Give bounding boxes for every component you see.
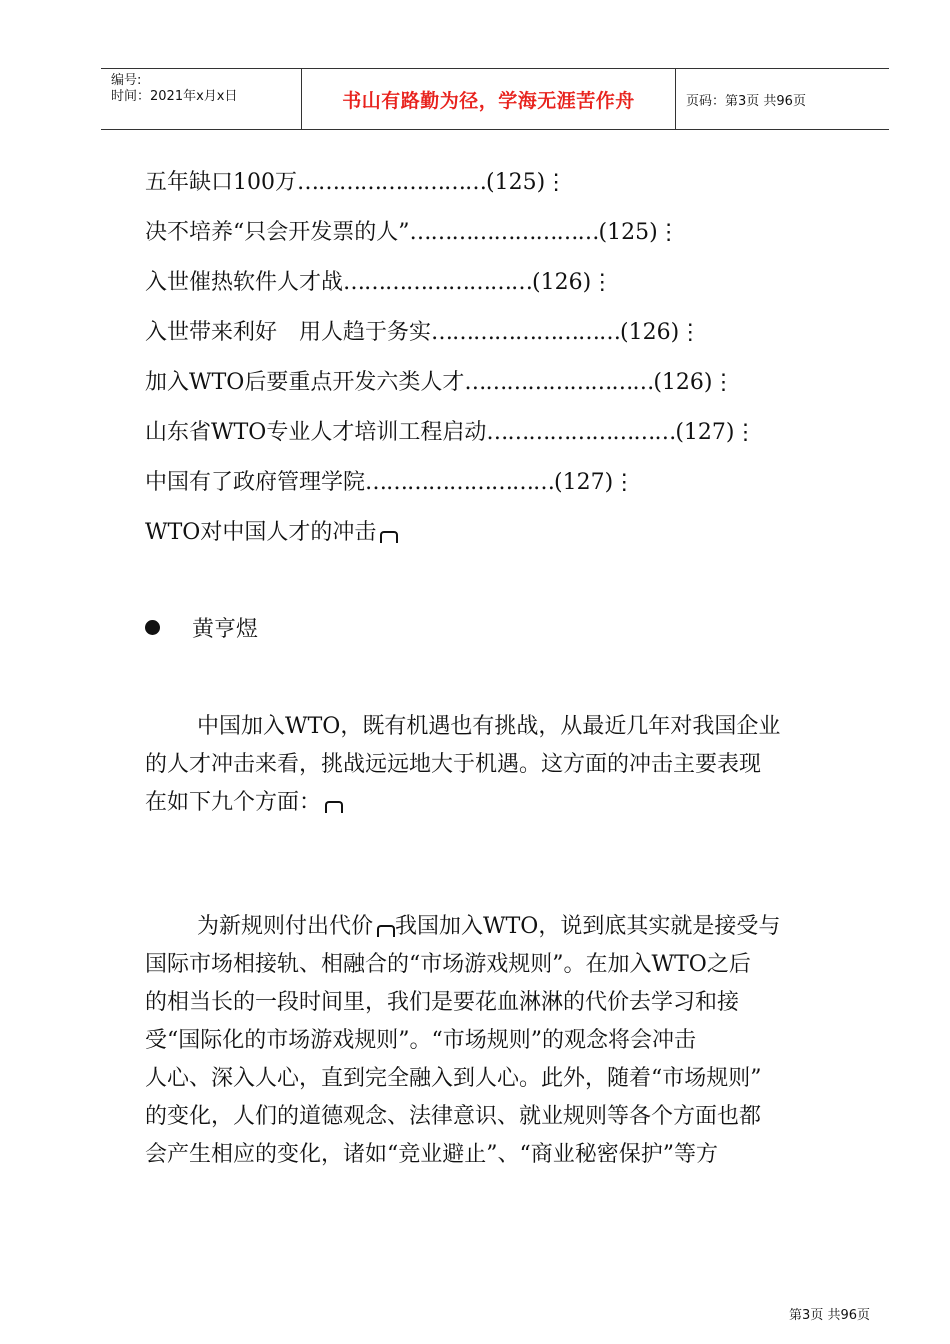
toc-page: (126)	[620, 320, 680, 345]
toc-title: 山东省WTO专业人才培训工程启动	[145, 420, 487, 445]
toc-item	[145, 466, 757, 516]
toc-dots: ………………………	[464, 370, 654, 395]
toc-title: 入世催热软件人才战	[145, 270, 344, 295]
header-motto-cell	[302, 69, 676, 129]
toc-title: 五年缺口100万	[145, 170, 297, 195]
toc-page: (126)	[532, 270, 592, 295]
toc-item	[145, 416, 757, 466]
toc-item	[145, 166, 757, 216]
line-text: 我国加入WTO，说到底其实就是接受与	[395, 914, 781, 939]
toc-dots: ………………………	[431, 320, 621, 345]
line-text: 中国加入WTO，既有机遇也有挑战，从最近几年对我国企业	[197, 714, 781, 739]
toc-tail: ⋮	[657, 220, 680, 245]
toc-tail: ⋮	[679, 320, 702, 345]
paragraph-line	[145, 984, 855, 1022]
toc-page: (125)	[486, 170, 546, 195]
toc-title: 中国有了政府管理学院	[145, 470, 366, 495]
author-name: 黄亨煜	[192, 617, 259, 642]
author-line	[145, 613, 258, 647]
toc-item	[145, 516, 757, 566]
section-heading: 为新规则付出代价	[197, 914, 374, 939]
page-footer: 第3页 共96页	[789, 1308, 870, 1323]
paragraph-line	[145, 1098, 855, 1136]
toc-tail: ⋮	[545, 170, 568, 195]
page-header	[101, 68, 889, 130]
paragraph-line	[145, 1060, 855, 1098]
toc-page: (125)	[598, 220, 658, 245]
toc-tail: ⋮	[712, 370, 735, 395]
paragraph	[145, 908, 855, 1174]
number-label: 编号:	[111, 73, 142, 88]
table-of-contents	[145, 166, 757, 566]
toc-tail: ⋮	[613, 470, 636, 495]
header-meta-cell	[101, 69, 302, 129]
toc-dots: ………………………	[409, 220, 599, 245]
line-text: 受“国际化的市场游戏规则”。“市场规则”的观念将会冲击	[145, 1028, 696, 1053]
page-code: 页码：第3页 共96页	[686, 93, 806, 109]
toc-dots: ………………………	[365, 470, 555, 495]
paragraph-line	[145, 1136, 855, 1174]
section-mark-icon	[325, 801, 343, 813]
line-text: 的人才冲击来看，挑战远远地大于机遇。这方面的冲击主要表现	[145, 752, 762, 777]
toc-tail: ⋮	[591, 270, 614, 295]
toc-page: (127)	[554, 470, 614, 495]
line-text: 的相当长的一段时间里，我们是要花血淋淋的代价去学习和接	[145, 990, 740, 1015]
toc-item	[145, 316, 757, 366]
section-mark-icon	[377, 925, 395, 937]
toc-item	[145, 366, 757, 416]
line-text: 人心、深入人心，直到完全融入到人心。此外，随着“市场规则”	[145, 1066, 762, 1091]
motto-text: 书山有路勤为径，学海无涯苦作舟	[342, 89, 635, 112]
toc-title: 决不培养“只会开发票的人”	[145, 220, 410, 245]
toc-item	[145, 216, 757, 266]
paragraph-line	[145, 908, 855, 946]
toc-item	[145, 266, 757, 316]
paragraph-line	[145, 784, 855, 822]
paragraph-line	[145, 1022, 855, 1060]
toc-dots: ………………………	[297, 170, 486, 195]
line-text: 会产生相应的变化，诸如“竞业避止”、“商业秘密保护”等方	[145, 1142, 718, 1167]
time-label: 时间：2021年x月x日	[111, 89, 238, 104]
paragraph-line	[145, 708, 855, 746]
toc-page: (126)	[653, 370, 713, 395]
line-text: 在如下九个方面：	[145, 790, 322, 815]
paragraph	[145, 708, 855, 822]
toc-dots: ………………………	[486, 420, 676, 445]
line-text: 的变化，人们的道德观念、法律意识、就业规则等各个方面也都	[145, 1104, 762, 1129]
toc-title: 加入WTO后要重点开发六类人才	[145, 370, 465, 395]
bullet-icon	[145, 620, 160, 635]
paragraph-line	[145, 746, 855, 784]
toc-title: 入世带来利好 用人趋于务实	[145, 320, 432, 345]
toc-title: WTO对中国人才的冲击	[145, 520, 377, 545]
toc-dots: ………………………	[343, 270, 533, 295]
toc-page: (127)	[675, 420, 735, 445]
line-text: 国际市场相接轨、相融合的“市场游戏规则”。在加入WTO之后	[145, 952, 751, 977]
section-mark-icon	[380, 531, 398, 543]
paragraph-line	[145, 946, 855, 984]
toc-tail: ⋮	[734, 420, 757, 445]
